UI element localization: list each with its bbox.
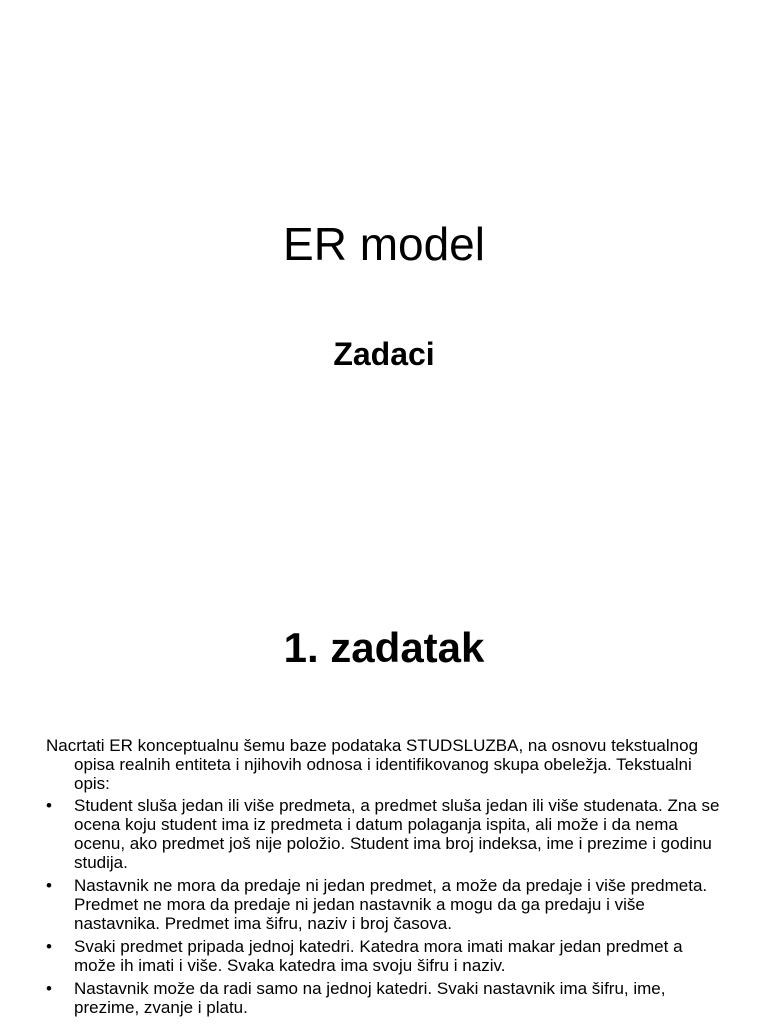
bullet-icon: • <box>46 796 52 815</box>
list-item <box>46 937 726 975</box>
task-title: 1. zadatak <box>283 624 485 671</box>
bullet-icon: • <box>46 979 52 998</box>
task-bullet-list <box>46 796 726 1017</box>
list-item <box>46 796 726 872</box>
task-slide <box>0 560 768 1024</box>
bullet-text: Student sluša jedan ili više predmeta, a predmet sluša jedan ili više studenata. Zna se ocena koju student ima iz predmeta i datum polaganja ispita, ali može i da nema ocenu, ako predmet još nije položio. Student ima broj indeksa, ime i prezime i godinu studija. <box>74 796 720 872</box>
bullet-text: Nastavnik ne mora da predaje ni jedan predmet, a može da predaje i više predmeta. Predmet ne mora da predaje ni jedan nastavnik a mogu da ga predaju i više nastavnika. Predmet ima šifru, naziv i broj časova. <box>74 876 708 933</box>
slide-title: ER model <box>283 218 485 270</box>
bullet-icon: • <box>46 937 52 956</box>
bullet-text: Nastavnik može da radi samo na jednoj katedri. Svaki nastavnik ima šifru, ime, prezime, zvanje i platu. <box>74 979 666 1017</box>
bullet-text: Svaki predmet pripada jednoj katedri. Katedra mora imati makar jedan predmet a može ih imati i više. Svaka katedra ima svoju šifru i naziv. <box>74 937 683 975</box>
bullet-icon: • <box>46 876 52 895</box>
list-item <box>46 876 726 933</box>
list-item <box>46 979 726 1017</box>
slide-subtitle: Zadaci <box>333 336 435 372</box>
task-intro: Nacrtati ER konceptualnu šemu baze podataka STUDSLUZBA, na osnovu tekstualnog opisa realnih entiteta i njihovih odnosa i identifikovanog skupa obeležja. Tekstualni opis: <box>46 736 699 793</box>
task-body <box>46 736 726 1021</box>
